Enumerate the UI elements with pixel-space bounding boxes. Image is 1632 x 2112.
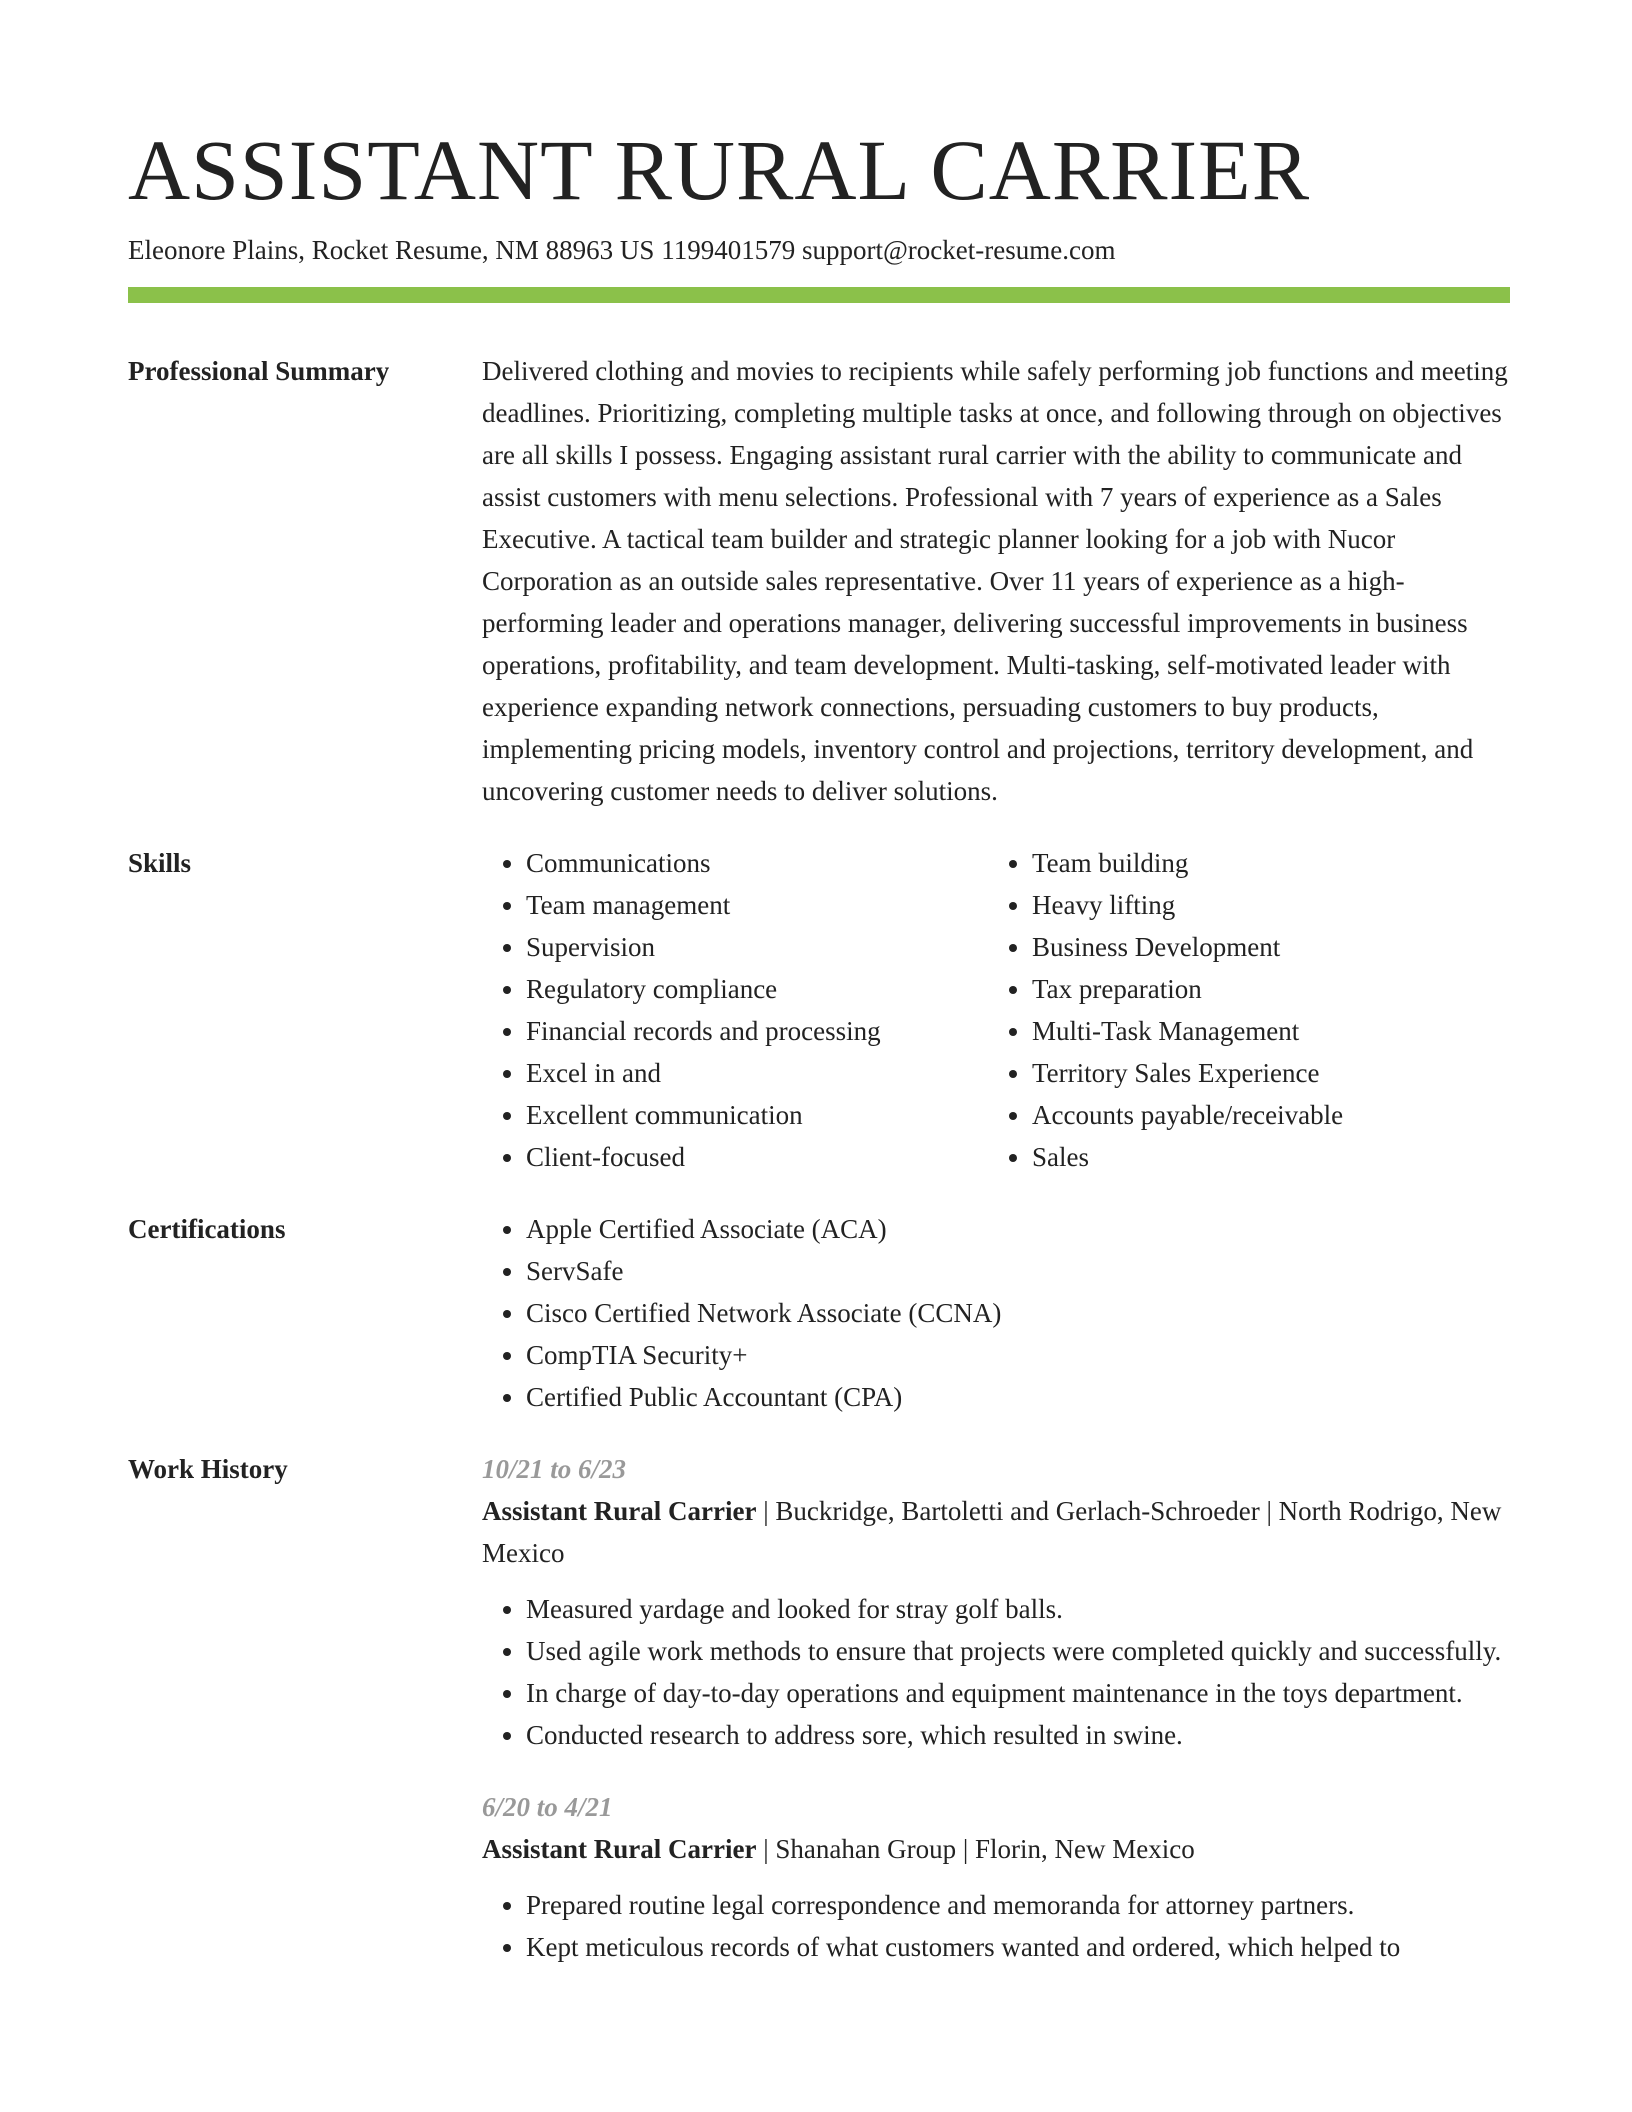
summary-body	[482, 350, 1510, 812]
skill-item: • Heavy lifting	[1032, 884, 1494, 926]
skills-grid	[482, 842, 1510, 1178]
skill-item: • Sales	[1032, 1136, 1494, 1178]
skill-item: • Accounts payable/receivable	[1032, 1094, 1494, 1136]
job-bullets	[482, 1884, 1510, 1968]
job-role: Assistant Rural Carrier	[482, 1834, 757, 1864]
summary-text: Delivered clothing and movies to recipients while safely performing job functions and meeting deadlines. Prioritizing, completing multiple tasks at once, and following through on objectives are all skills I possess. Engaging assistant rural carrier with the ability to communicate and assist customers with menu selections. Professional with 7 years of experience as a Sales Executive. A tactical team builder and strategic planner looking for a job with Nucor Corporation as an outside sales representative. Over 11 years of experience as a high-performing leader and operations manager, delivering successful improvements in business operations, profitability, and team development. Multi-tasking, self-motivated leader with experience expanding network connections, persuading customers to buy products, implementing pricing models, inventory control and projections, territory development, and uncovering customer needs to deliver solutions.	[482, 356, 1508, 806]
skill-item: • Tax preparation	[1032, 968, 1494, 1010]
skill-item: • Territory Sales Experience	[1032, 1052, 1494, 1094]
job-details: Shanahan Group | Florin, New Mexico	[775, 1834, 1195, 1864]
work-history-body	[482, 1448, 1510, 1998]
skill-item: • Team building	[1032, 842, 1494, 884]
skills-list-left	[482, 842, 988, 1178]
resume-title: ASSISTANT RURAL CARRIER	[128, 122, 1311, 218]
skill-item: • Business Development	[1032, 926, 1494, 968]
job-dates: 6/20 to 4/21	[482, 1792, 613, 1822]
skill-item: • Supervision	[526, 926, 988, 968]
skills-list-right	[988, 842, 1494, 1178]
certifications-body	[482, 1208, 1510, 1418]
job-role: Assistant Rural Carrier	[482, 1496, 757, 1526]
section-title-skills: Skills	[128, 848, 192, 878]
certification-item: • Certified Public Accountant (CPA)	[526, 1376, 1510, 1418]
section-professional-summary	[128, 350, 1510, 812]
skill-item: • Client-focused	[526, 1136, 988, 1178]
certification-item: • Apple Certified Associate (ACA)	[526, 1208, 1510, 1250]
job-dates: 10/21 to 6/23	[482, 1454, 627, 1484]
section-title-summary: Professional Summary	[128, 356, 390, 386]
certifications-list	[482, 1208, 1510, 1418]
job-entry	[482, 1448, 1510, 1756]
certification-item: • ServSafe	[526, 1250, 1510, 1292]
certification-item: • Cisco Certified Network Associate (CCNA)	[526, 1292, 1510, 1334]
job-bullet: • Prepared routine legal correspondence and memoranda for attorney partners.	[526, 1884, 1510, 1926]
skill-item: • Multi-Task Management	[1032, 1010, 1494, 1052]
job-heading	[482, 1828, 1510, 1870]
skill-item: • Excellent communication	[526, 1094, 988, 1136]
job-separator: |	[756, 1834, 776, 1864]
job-bullets	[482, 1588, 1510, 1756]
job-bullet: • Used agile work methods to ensure that projects were completed quickly and successfully.	[526, 1630, 1510, 1672]
skill-item: • Financial records and processing	[526, 1010, 988, 1052]
job-entry	[482, 1786, 1510, 1968]
skill-item: • Team management	[526, 884, 988, 926]
certification-item: • CompTIA Security+	[526, 1334, 1510, 1376]
section-title-certifications: Certifications	[128, 1214, 286, 1244]
section-certifications	[128, 1208, 1510, 1418]
job-bullet: • Measured yardage and looked for stray golf balls.	[526, 1588, 1510, 1630]
resume-sections	[128, 350, 1510, 2028]
section-work-history	[128, 1448, 1510, 1998]
section-title-work-history: Work History	[128, 1454, 288, 1484]
accent-divider	[128, 287, 1510, 303]
skill-item: • Excel in and	[526, 1052, 988, 1094]
job-bullet: • In charge of day-to-day operations and equipment maintenance in the toys department.	[526, 1672, 1510, 1714]
job-heading	[482, 1490, 1510, 1574]
skill-item: • Communications	[526, 842, 988, 884]
job-bullet: • Conducted research to address sore, which resulted in swine.	[526, 1714, 1510, 1756]
job-details: Buckridge, Bartoletti and Gerlach-Schroeder | North Rodrigo, New Mexico	[482, 1496, 1502, 1568]
section-skills	[128, 842, 1510, 1178]
job-bullet: • Kept meticulous records of what customers wanted and ordered, which helped to	[526, 1926, 1510, 1968]
skill-item: • Regulatory compliance	[526, 968, 988, 1010]
contact-line: Eleonore Plains, Rocket Resume, NM 88963 US 1199401579 support@rocket-resume.com	[128, 235, 1116, 265]
job-separator: |	[756, 1496, 776, 1526]
